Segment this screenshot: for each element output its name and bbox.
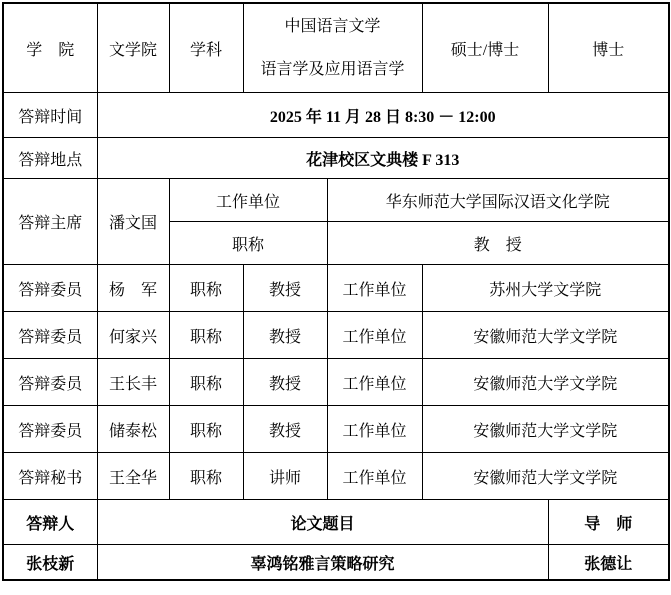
chair-title: 教 授 (327, 222, 669, 265)
chair-work-unit-label: 工作单位 (169, 179, 327, 222)
discipline-label: 学科 (169, 3, 243, 93)
secretary-unit: 安徽师范大学文学院 (422, 453, 669, 500)
chair-title-label: 职称 (169, 222, 327, 265)
member-title: 教授 (243, 312, 327, 359)
college-value: 文学院 (97, 3, 169, 93)
secretary-unit-label: 工作单位 (327, 453, 422, 500)
advisor-label: 导 师 (548, 500, 669, 545)
member-unit-label: 工作单位 (327, 312, 422, 359)
college-label: 学 院 (3, 3, 97, 93)
discipline-line1: 中国语言文学 (284, 17, 381, 35)
member-unit-label: 工作单位 (327, 265, 422, 312)
candidate-label: 答辩人 (3, 500, 97, 545)
thesis-title: 辜鸿铭雅言策略研究 (97, 545, 548, 581)
member-unit: 安徽师范大学文学院 (422, 312, 669, 359)
chair-work-unit: 华东师范大学国际汉语文化学院 (327, 179, 669, 222)
member-row (3, 265, 669, 312)
footer-value-row (3, 545, 669, 581)
member-name: 储泰松 (97, 406, 169, 453)
defense-place-label: 答辩地点 (3, 138, 97, 179)
member-name: 杨 军 (97, 265, 169, 312)
advisor-name: 张德让 (548, 545, 669, 581)
defense-time-value: 2025 年 11 月 28 日 8:30 － 12:00 (97, 93, 669, 138)
secretary-role-label: 答辩秘书 (3, 453, 97, 500)
member-role-label: 答辩委员 (3, 406, 97, 453)
member-row (3, 406, 669, 453)
member-unit: 苏州大学文学院 (422, 265, 669, 312)
defense-info-table (2, 2, 670, 581)
member-title-label: 职称 (169, 359, 243, 406)
member-unit: 安徽师范大学文学院 (422, 406, 669, 453)
member-role-label: 答辩委员 (3, 312, 97, 359)
defense-time-row (3, 93, 669, 138)
candidate-name: 张枝新 (3, 545, 97, 581)
member-title-label: 职称 (169, 265, 243, 312)
secretary-name: 王全华 (97, 453, 169, 500)
thesis-label: 论文题目 (97, 500, 548, 545)
member-unit-label: 工作单位 (327, 359, 422, 406)
secretary-title: 讲师 (243, 453, 327, 500)
defense-place-row (3, 138, 669, 179)
member-title: 教授 (243, 265, 327, 312)
member-name: 王长丰 (97, 359, 169, 406)
chair-name: 潘文国 (97, 179, 169, 265)
defense-place-value: 花津校区文典楼 F 313 (97, 138, 669, 179)
member-title: 教授 (243, 406, 327, 453)
chair-row-unit (3, 179, 669, 222)
degree-value: 博士 (548, 3, 669, 93)
member-name: 何家兴 (97, 312, 169, 359)
member-title-label: 职称 (169, 312, 243, 359)
member-unit-label: 工作单位 (327, 406, 422, 453)
defense-time-label: 答辩时间 (3, 93, 97, 138)
header-row (3, 3, 669, 93)
discipline-line2: 语言学及应用语言学 (260, 60, 405, 78)
footer-label-row (3, 500, 669, 545)
member-role-label: 答辩委员 (3, 359, 97, 406)
member-role-label: 答辩委员 (3, 265, 97, 312)
secretary-title-label: 职称 (169, 453, 243, 500)
chair-label: 答辩主席 (3, 179, 97, 265)
discipline-value (243, 3, 422, 93)
member-title: 教授 (243, 359, 327, 406)
member-row (3, 359, 669, 406)
degree-label: 硕士/博士 (422, 3, 548, 93)
member-unit: 安徽师范大学文学院 (422, 359, 669, 406)
secretary-row (3, 453, 669, 500)
member-title-label: 职称 (169, 406, 243, 453)
member-row (3, 312, 669, 359)
